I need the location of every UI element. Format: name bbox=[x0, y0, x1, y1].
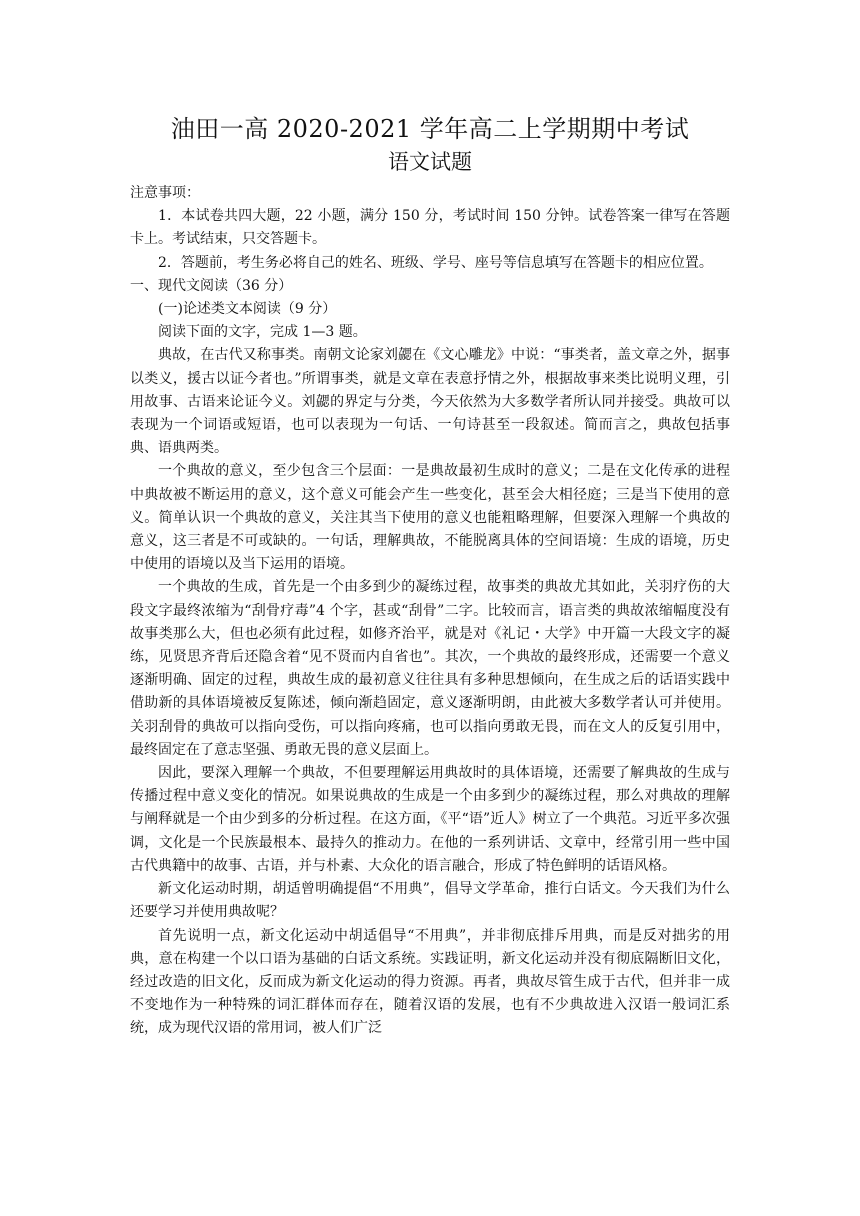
section-heading: 一、现代文阅读（36 分） bbox=[130, 277, 293, 294]
paragraph-1: 典故，在古代又称事类。南朝文论家刘勰在《文心雕龙》中说：“事类者，盖文章之外，据事以类义，援古以证今者也。”所谓事类，就是文章在表意抒情之外，根据故事来类比说明义理，引用故事、古语来论证今义。刘勰的界定与分类，今天依然为大多数学者所认同并接受。典故可以表现为一个词语或短语，也可以表现为一句话、一句诗甚至一段叙述。简而言之，典故包括事典、语典两类。 bbox=[130, 347, 730, 457]
paragraph-3: 一个典故的生成，首先是一个由多到少的凝练过程，故事类的典故尤其如此，关羽疗伤的大段文字最终浓缩为“刮骨疗毒”4 个字，甚或“刮骨”二字。比较而言，语言类的典故浓缩幅度没有故事类那么大，但也必须有此过程，如修齐治平，就是对《礼记・大学》中开篇一大段文字的凝练，见贤思齐背后还隐含着“见不贤而内自省也”。其次，一个典故的最终形成，还需要一个意义逐渐明确、固定的过程，典故生成的最初意义往往具有多种思想倾向，在生成之后的话语实践中借助新的具体语境被反复陈述，倾向渐趋固定，意义逐渐明朗，由此被大多数学者认可并使用。关羽刮骨的典故可以指向受伤，可以指向疼痛，也可以指向勇敢无畏，而在文人的反复引用中，最终固定在了意志坚强、勇敢无畏的意义层面上。 bbox=[130, 579, 730, 758]
section-subheading: (一)论述类文本阅读（9 分） bbox=[158, 301, 337, 318]
paragraph-5: 新文化运动时期，胡适曾明确提倡“不用典”，倡导文学革命，推行白话文。今天我们为什么还要学习并使用典故呢？ bbox=[130, 881, 730, 921]
notice-item-2: 2．答题前，考生务必将自己的姓名、班级、学号、座号等信息填写在答题卡的相应位置。 bbox=[158, 254, 713, 271]
reading-instruction: 阅读下面的文字，完成 1—3 题。 bbox=[158, 324, 367, 341]
document-subtitle: 语文试题 bbox=[388, 150, 472, 174]
document-page bbox=[130, 112, 730, 1041]
paragraph-2: 一个典故的意义，至少包含三个层面：一是典故最初生成时的意义；二是在文化传承的进程中典故被不断运用的意义，这个意义可能会产生一些变化，甚至会大相径庭；三是当下使用的意义。简单认识一个典故的意义，关注其当下使用的意义也能粗略理解，但要深入理解一个典故的意义，这三者是不可或缺的。一句话，理解典故，不能脱离具体的空间语境：生成的语境，历史中使用的语境以及当下运用的语境。 bbox=[130, 463, 730, 573]
notice-item-1: 1．本试卷共四大题，22 小题，满分 150 分，考试时间 150 分钟。试卷答案一律写在答题卡上。考试结束，只交答题卡。 bbox=[130, 208, 730, 248]
paragraph-6: 首先说明一点，新文化运动中胡适倡导“不用典”，并非彻底排斥用典，而是反对拙劣的用典，意在构建一个以口语为基础的白话文系统。实践证明，新文化运动并没有彻底隔断旧文化，经过改造的旧文化，反而成为新文化运动的得力资源。再者，典故尽管生成于古代，但并非一成不变地作为一种特殊的词汇群体而存在，随着汉语的发展，也有不少典故进入汉语一般词汇系统，成为现代汉语的常用词，被人们广泛 bbox=[130, 927, 730, 1037]
paragraph-4: 因此，要深入理解一个典故，不但要理解运用典故时的具体语境，还需要了解典故的生成与传播过程中意义变化的情况。如果说典故的生成是一个由多到少的凝练过程，那么对典故的理解与阐释就是一个由少到多的分析过程。在这方面，《平“语”近人》树立了一个典范。习近平多次强调，文化是一个民族最根本、最持久的推动力。在他的一系列讲话、文章中，经常引用一些中国古代典籍中的故事、古语，并与朴素、大众化的语言融合，形成了特色鲜明的话语风格。 bbox=[130, 765, 730, 874]
notice-heading: 注意事项： bbox=[130, 185, 200, 201]
document-title: 油田一高 2020-2021 学年高二上学期期中考试 bbox=[170, 115, 690, 143]
